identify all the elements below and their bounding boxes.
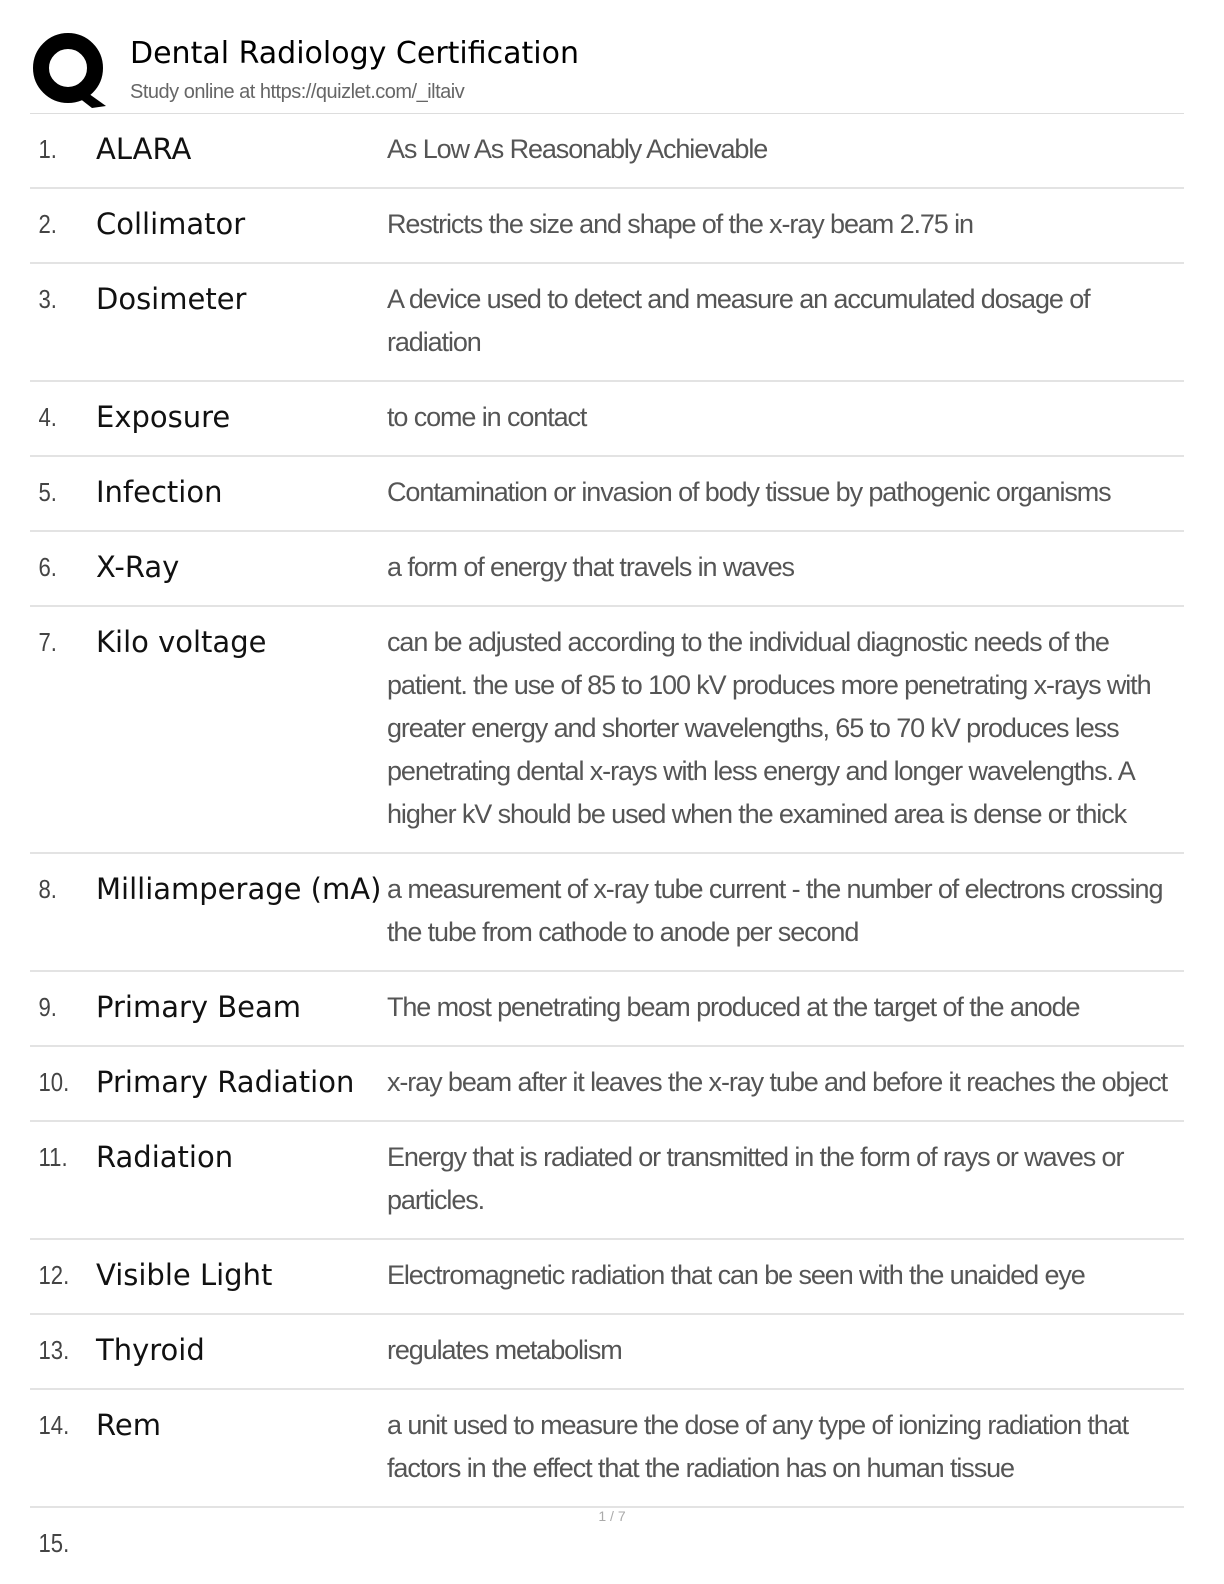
card-number: 5. <box>38 477 57 507</box>
quizlet-logo-icon <box>30 30 110 110</box>
card-number: 10. <box>38 1067 70 1097</box>
card-number: 13. <box>38 1335 70 1365</box>
card-number: 4. <box>38 402 57 432</box>
card-definition: a measurement of x-ray tube current - the number of electrons crossing the tube from cathode to anode per second <box>387 874 1163 947</box>
card-definition: The most penetrating beam produced at the target of the anode <box>387 992 1080 1022</box>
flashcard-row <box>30 1315 1184 1390</box>
card-definition: As Low As Reasonably Achievable <box>387 134 768 164</box>
card-term: ALARA <box>96 132 192 166</box>
flashcard-row <box>30 264 1184 382</box>
flashcard-row <box>30 972 1184 1047</box>
card-term: Infection <box>96 475 223 509</box>
card-term: Radiation <box>96 1140 234 1174</box>
flashcard-row <box>30 114 1184 189</box>
card-definition: a unit used to measure the dose of any type of ionizing radiation that factors in the effect that the radiation has on human tissue <box>387 1410 1129 1483</box>
card-term: Dosimeter <box>96 282 247 316</box>
card-definition <box>387 1522 1184 1565</box>
flashcard-row <box>30 189 1184 264</box>
page-header <box>30 28 1190 114</box>
flashcard-row <box>30 607 1184 854</box>
card-term: Thyroid <box>96 1333 205 1367</box>
flashcard-row <box>30 1047 1184 1122</box>
card-term <box>96 1522 387 1565</box>
card-term: Collimator <box>96 207 246 241</box>
card-number: 12. <box>38 1260 70 1290</box>
card-number: 2. <box>38 209 57 239</box>
flashcard-row <box>30 1122 1184 1240</box>
flashcard-row <box>30 382 1184 457</box>
card-definition: a form of energy that travels in waves <box>387 552 794 582</box>
card-term: Kilo voltage <box>96 625 267 659</box>
card-term: Rem <box>96 1408 161 1442</box>
card-number: 6. <box>38 552 57 582</box>
card-number: 11. <box>38 1142 68 1172</box>
card-number: 1. <box>38 134 57 164</box>
card-term: Exposure <box>96 400 231 434</box>
flashcard-row <box>30 1390 1184 1508</box>
card-number: 7. <box>38 627 57 657</box>
page-indicator: 1 / 7 <box>598 1508 626 1524</box>
card-number: 8. <box>38 874 57 904</box>
card-number: 3. <box>38 284 57 314</box>
flashcard-row <box>30 1240 1184 1315</box>
card-term: Milliamperage (mA) <box>96 872 382 906</box>
card-term: X-Ray <box>96 550 180 584</box>
flashcard-row <box>30 532 1184 607</box>
card-definition: regulates metabolism <box>387 1335 622 1365</box>
card-number: 9. <box>38 992 57 1022</box>
flashcard-row <box>30 854 1184 972</box>
card-definition: Electromagnetic radiation that can be seen with the unaided eye <box>387 1260 1085 1290</box>
card-term: Primary Beam <box>96 990 302 1024</box>
card-definition: Contamination or invasion of body tissue by pathogenic organisms <box>387 477 1111 507</box>
study-online-link[interactable]: Study online at https://quizlet.com/_iltaiv <box>130 81 465 103</box>
card-definition: can be adjusted according to the individual diagnostic needs of the patient. the use of 85 to 100 kV produces more penetrating x-rays with greater energy and shorter wavelengths, 65 to 70 kV produces less penetrating dental x-rays with less energy and longer wavelengths. A higher kV should be used when the examined area is dense or thick <box>387 627 1151 829</box>
page-title: Dental Radiology Certification <box>130 36 579 71</box>
card-number: 14. <box>38 1410 70 1440</box>
card-term: Visible Light <box>96 1258 273 1292</box>
flashcard-list <box>30 114 1184 1581</box>
card-definition: Energy that is radiated or transmitted in the form of rays or waves or particles. <box>387 1142 1124 1215</box>
card-definition: Restricts the size and shape of the x-ray beam 2.75 in <box>387 209 973 239</box>
card-term: Primary Radiation <box>96 1065 355 1099</box>
card-definition: x-ray beam after it leaves the x-ray tube and before it reaches the object <box>387 1067 1168 1097</box>
card-number: 15. <box>38 1528 70 1558</box>
card-definition: to come in contact <box>387 402 587 432</box>
card-definition: A device used to detect and measure an accumulated dosage of radiation <box>387 284 1090 357</box>
flashcard-row <box>30 457 1184 532</box>
